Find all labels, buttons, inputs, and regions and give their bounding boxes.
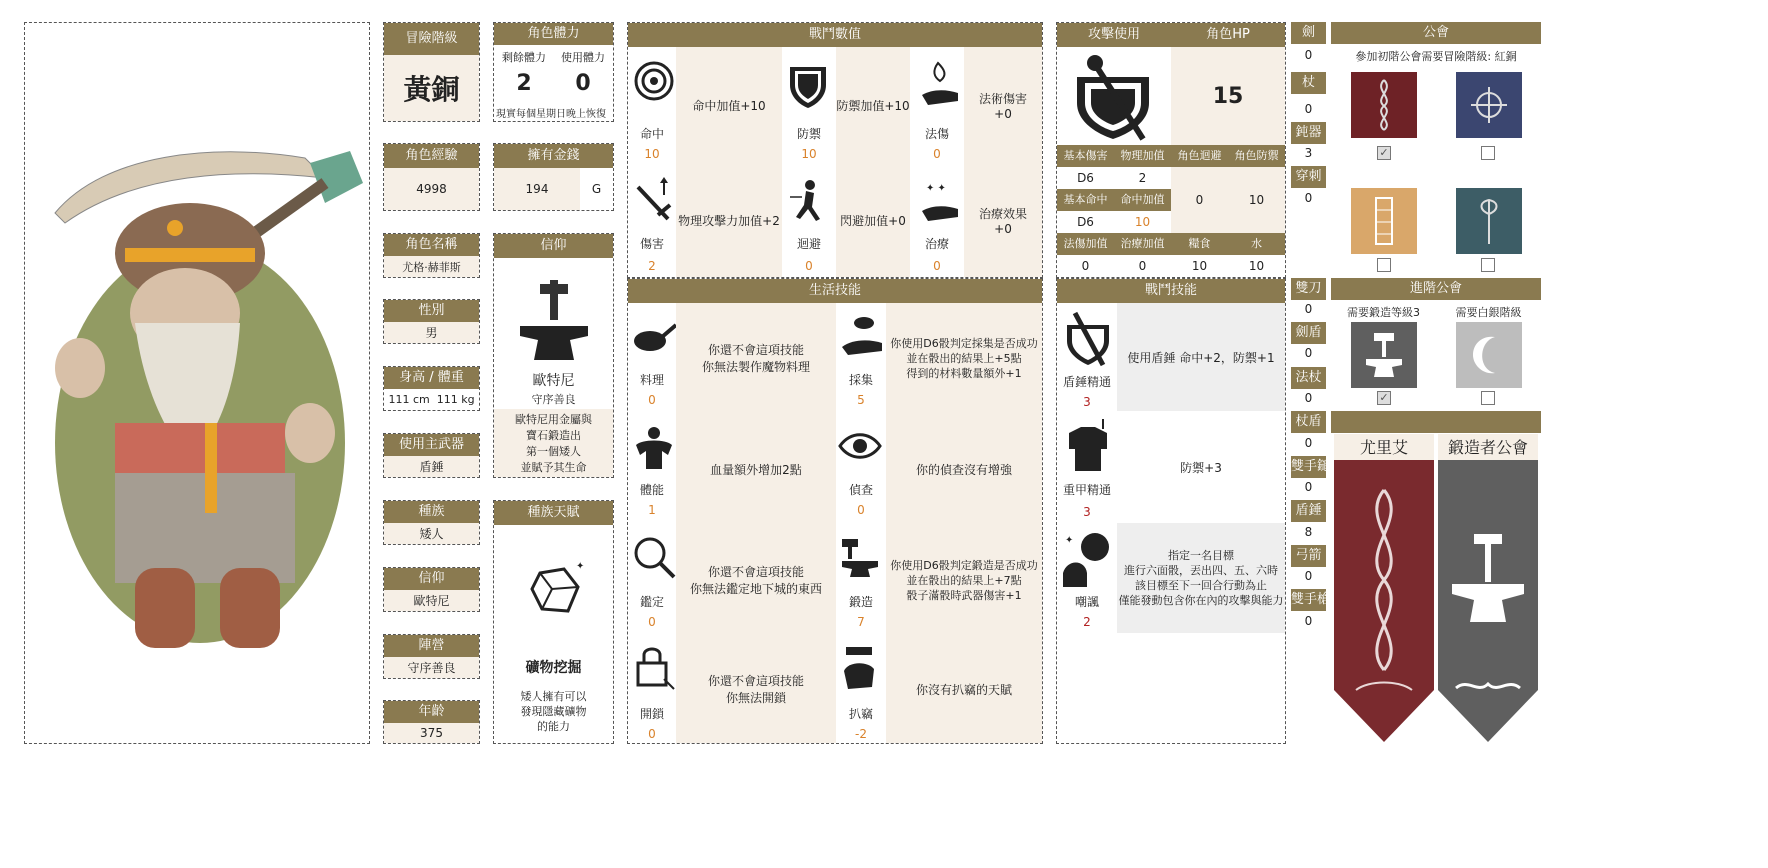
forge-desc [886, 525, 1042, 635]
battle-skill-2-desc [1117, 411, 1285, 523]
lock-value: 0 [648, 727, 656, 741]
gather-desc-line: 得到的材料數量額外+1 [906, 366, 1022, 380]
lock-name: 開鎖 [639, 707, 664, 721]
body-desc [676, 413, 836, 525]
guild-checkbox-red[interactable]: ✓ [1377, 146, 1391, 160]
heal-name: 治療 [924, 237, 949, 251]
magic-dmg-desc-line: 法術傷害 [978, 91, 1027, 106]
food-label: 糧食 [1171, 233, 1228, 255]
cook-desc-line: 你還不會這項技能 [707, 343, 804, 357]
life-skills-panel [627, 278, 1043, 744]
moon-icon [1469, 333, 1509, 377]
weapon-skill-label: 雙手鎚 [1291, 456, 1326, 478]
steal-name: 扒竊 [848, 707, 873, 721]
attack-use-label: 攻擊使用 [1057, 23, 1171, 47]
weapon-skill-value: 0 [1304, 102, 1313, 116]
weapon-skill-label: 雙刀 [1291, 278, 1326, 300]
detect-desc [886, 413, 1042, 525]
cook-desc [676, 303, 836, 413]
weapon-skill-value: 0 [1304, 480, 1313, 494]
sword-icon [632, 177, 676, 225]
phys-bonus-label: 物理加值 [1114, 145, 1171, 167]
battle-skill-1-value: 3 [1083, 395, 1091, 409]
weapon-skill-label: 杖 [1291, 72, 1326, 94]
stamina-remain-label: 剩餘體力 [502, 51, 546, 64]
guild-checkbox-blue[interactable] [1481, 146, 1495, 160]
adv-guild-emblem-moon[interactable] [1456, 322, 1522, 388]
def-label: 角色防禦 [1228, 145, 1285, 167]
racial-desc [494, 689, 613, 734]
racial-panel [493, 500, 614, 744]
faith-small-panel [383, 567, 480, 612]
weapon-skill-label: 弓箭 [1291, 545, 1326, 567]
magic-dmg-value: 0 [933, 147, 941, 161]
detect-value: 0 [857, 503, 865, 517]
size-panel [383, 366, 480, 411]
adv-guild-note-2: 需要白銀階級 [1455, 306, 1522, 319]
faith-small-value: 歐特尼 [384, 590, 479, 611]
svg-text:✦: ✦ [576, 561, 585, 572]
heal-desc-line: 治療效果 [978, 206, 1027, 221]
anvil-icon [516, 278, 592, 368]
battle-skill-3-value: 2 [1083, 615, 1091, 629]
guild-emblem-blue[interactable] [1456, 72, 1522, 138]
dwarf-portrait [25, 23, 369, 743]
banner-right-label: 鍛造者公會 [1438, 434, 1538, 462]
target-icon [634, 61, 674, 101]
adv-guild-label: 進階公會 [1331, 278, 1541, 300]
dodge-name: 迴避 [796, 237, 821, 251]
exp-panel [383, 143, 480, 211]
gather-name: 採集 [848, 373, 873, 387]
weapon-skill-label: 法杖 [1291, 367, 1326, 389]
phys-bonus-value: 2 [1138, 171, 1147, 185]
racial-name: 礦物挖掘 [525, 660, 582, 676]
def-name: 防禦 [796, 127, 821, 141]
life-skills-label: 生活技能 [628, 279, 1042, 303]
weapon-skill-value: 0 [1304, 569, 1313, 583]
dodge-value: 0 [805, 259, 813, 273]
weapon-skill-label: 劍盾 [1291, 322, 1326, 344]
steal-desc-line: 你沒有扒竊的天賦 [915, 682, 1012, 697]
guild-note: 參加初階公會需要冒險階級: 紅銅 [1355, 50, 1517, 63]
gender-panel [383, 299, 480, 344]
character-portrait-frame [24, 22, 370, 744]
hit-name: 命中 [639, 127, 664, 141]
base-dmg-label: 基本傷害 [1057, 145, 1114, 167]
battle-skill-3-desc [1117, 523, 1285, 633]
water-value: 10 [1248, 259, 1265, 273]
plant-icon [1474, 196, 1504, 246]
money-value: 194 [494, 168, 580, 210]
battle-skills-label: 戰鬥技能 [1057, 279, 1285, 303]
thief-icon [838, 645, 882, 691]
forge-value: 7 [857, 615, 865, 629]
magnifier-icon [632, 535, 676, 579]
battle-skill-2-desc-line: 防禦+3 [1180, 460, 1222, 475]
battle-skill-1-desc-line: 使用盾錘 命中+2，防禦+1 [1127, 350, 1275, 365]
shield-hammer-icon [1063, 311, 1113, 367]
faith-label: 信仰 [494, 234, 613, 258]
forge-hammer-icon [1362, 331, 1406, 379]
snowflake-icon [1469, 85, 1509, 125]
gather-icon [840, 311, 884, 357]
combat-stats-label: 戰鬥數值 [628, 23, 1042, 47]
cook-name: 料理 [639, 373, 664, 387]
weapon-skill-value: 8 [1304, 525, 1313, 539]
frying-pan-icon [632, 319, 676, 355]
adv-guild-checkbox-forge[interactable]: ✓ [1377, 391, 1391, 405]
lock-desc-line: 你無法開鎖 [725, 691, 786, 705]
weapon-skill-value: 0 [1304, 346, 1313, 360]
base-dmg-value: D6 [1077, 171, 1094, 185]
weapon-skill-value: 0 [1304, 48, 1313, 62]
guild-emblem-red[interactable] [1351, 72, 1417, 138]
heal-desc-line: +0 [994, 221, 1012, 236]
stamina-use: 0 [575, 71, 591, 96]
race-panel [383, 500, 480, 545]
gather-value: 5 [857, 393, 865, 407]
dodge-value-cell: 0 [1171, 167, 1228, 233]
armor-icon [1063, 419, 1113, 475]
forge-desc-line: 你使用D6骰判定鍛造是否成功 [890, 558, 1038, 572]
water-label: 水 [1228, 233, 1285, 255]
guild-label: 公會 [1331, 22, 1541, 44]
gender-value: 男 [384, 322, 479, 343]
knot-icon [1369, 78, 1399, 132]
red-banner [1334, 460, 1434, 744]
steal-value: -2 [855, 727, 867, 741]
shield-mace-icon [1071, 55, 1155, 141]
battle-skill-3-desc-line: 該目標至下一回合行動為止 [1135, 579, 1267, 592]
faith-desc-line: 並賦予其生命 [520, 461, 587, 474]
weapon-value: 盾錘 [384, 456, 479, 477]
appraise-name: 鑑定 [639, 595, 664, 609]
magic-bonus-label: 法傷加值 [1057, 233, 1114, 255]
gather-desc-line: 並在骰出的結果上+5點 [906, 351, 1022, 365]
weapon-skill-label: 雙手槍 [1291, 589, 1326, 611]
hit-bonus-label: 命中加值 [1114, 189, 1171, 211]
magic-bonus-value: 0 [1081, 259, 1090, 273]
lock-desc [676, 635, 836, 743]
battle-skill-3-desc-line: 指定一名目標 [1168, 549, 1234, 562]
forge-desc-line: 骰子滿骰時武器傷害+1 [906, 588, 1022, 602]
money-unit: G [591, 182, 602, 196]
battle-skill-3-name: 嘲諷 [1074, 595, 1099, 609]
exp-value: 4998 [384, 168, 479, 210]
racial-desc-line: 的能力 [537, 720, 570, 733]
faith-desc-line: 寶石鍛造出 [526, 429, 581, 442]
combat-stats-panel [627, 22, 1043, 278]
hp-label: 角色HP [1171, 23, 1285, 47]
weapon-skill-value: 0 [1304, 391, 1313, 405]
dmg-desc: 物理攻擊力加值+2 [676, 163, 782, 277]
pattern-icon [1374, 196, 1394, 246]
heal-bonus-value: 0 [1138, 259, 1147, 273]
adv-guild-emblem-forge[interactable] [1351, 322, 1417, 388]
base-hit-label: 基本命中 [1057, 189, 1114, 211]
detect-desc-line: 你的偵查沒有增強 [915, 462, 1012, 477]
forge-name: 鍛造 [848, 595, 873, 609]
cook-desc-line: 你無法製作魔物料理 [701, 360, 810, 374]
stamina-use-label: 使用體力 [561, 51, 605, 64]
appraise-desc-line: 你無法鑑定地下城的東西 [689, 582, 822, 596]
stamina-label: 角色體力 [494, 23, 613, 45]
magic-dmg-desc [964, 47, 1042, 163]
magic-dmg-desc-line: +0 [994, 106, 1012, 121]
faith-god: 歐特尼 [532, 373, 575, 389]
def-desc: 防禦加值+10 [836, 47, 910, 163]
alignment-panel [383, 634, 480, 679]
alignment-value: 守序善良 [384, 657, 479, 678]
forge-desc-line: 並在骰出的結果上+7點 [906, 573, 1022, 587]
hit-value: 10 [644, 147, 660, 161]
guild-checkbox-teal[interactable] [1481, 258, 1495, 272]
dmg-name: 傷害 [639, 237, 664, 251]
def-value-cell: 10 [1228, 167, 1285, 233]
gender-label: 性別 [384, 300, 479, 322]
alignment-label: 陣營 [384, 635, 479, 657]
faith-desc [494, 409, 613, 477]
dodge-desc: 閃避加值+0 [836, 163, 910, 277]
weapon-skill-value: 0 [1304, 614, 1313, 628]
guild-emblem-teal[interactable] [1456, 188, 1522, 254]
weapon-skill-label: 盾錘 [1291, 500, 1326, 522]
banner-left-label: 尤里艾 [1334, 434, 1434, 462]
age-value: 375 [384, 723, 479, 743]
dodge-label: 角色迴避 [1171, 145, 1228, 167]
stamina-panel [493, 22, 614, 122]
name-panel [383, 233, 480, 278]
heal-value: 0 [933, 259, 941, 273]
weapon-skill-label: 杖盾 [1291, 411, 1326, 433]
cook-value: 0 [648, 393, 656, 407]
heal-bonus-label: 治療加值 [1114, 233, 1171, 255]
appraise-value: 0 [648, 615, 656, 629]
magic-hand-icon [918, 59, 962, 109]
gem-icon [524, 559, 586, 621]
faith-small-label: 信仰 [384, 568, 479, 590]
steal-desc [886, 635, 1042, 743]
body-desc-line: 血量額外增加2點 [710, 462, 802, 477]
battle-skills-panel [1056, 278, 1286, 744]
stamina-note: 現實每個星期日晚上恢復 [496, 109, 606, 120]
size-value: 111 cm 111 kg [388, 393, 475, 406]
appraise-desc-line: 你還不會這項技能 [707, 565, 804, 579]
age-panel [383, 700, 480, 744]
name-label: 角色名稱 [384, 234, 479, 256]
adv-guild-checkbox-moon[interactable] [1481, 391, 1495, 405]
banner-top-bar [1331, 411, 1541, 433]
healing-hand-icon [918, 179, 962, 225]
name-value: 尤格·赫菲斯 [384, 256, 479, 277]
exp-label: 角色經驗 [384, 144, 479, 168]
grey-banner [1438, 460, 1538, 744]
race-value: 矮人 [384, 523, 479, 544]
racial-desc-line: 發現隱藏礦物 [520, 705, 587, 718]
battle-skill-1-desc [1117, 303, 1285, 411]
rank-panel [383, 22, 480, 122]
faith-alignment: 守序善良 [531, 393, 576, 406]
lock-icon [634, 645, 674, 691]
svg-text:✦: ✦ [1065, 535, 1074, 546]
lock-desc-line: 你還不會這項技能 [707, 674, 804, 688]
base-hit-value: D6 [1077, 215, 1094, 229]
food-value: 10 [1191, 259, 1208, 273]
faith-panel [493, 233, 614, 478]
running-man-icon [788, 179, 828, 225]
heal-desc [964, 163, 1042, 277]
rank-value: 黃銅 [384, 55, 479, 121]
rank-label: 冒險階級 [384, 23, 479, 55]
weapon-skill-value: 0 [1304, 302, 1313, 316]
size-label: 身高 / 體重 [384, 367, 479, 389]
guild-emblem-tan[interactable] [1351, 188, 1417, 254]
adv-guild-note-1: 需要鍛造等級3 [1347, 306, 1420, 319]
shield-icon [788, 63, 828, 109]
appraise-desc [676, 525, 836, 635]
faith-desc-line: 歐特尼用金屬與 [515, 413, 592, 426]
battle-skill-1-name: 盾錘精通 [1062, 375, 1111, 389]
dmg-value: 2 [648, 259, 656, 273]
hammer-anvil-icon [838, 535, 882, 579]
attack-panel [1056, 22, 1286, 278]
money-panel [493, 143, 614, 211]
racial-label: 種族天賦 [494, 501, 613, 525]
weapon-skill-value: 0 [1304, 191, 1313, 205]
guild-checkbox-tan[interactable] [1377, 258, 1391, 272]
hp-value: 15 [1171, 47, 1285, 145]
weapon-skill-label: 劍 [1291, 22, 1326, 44]
hit-bonus-value: 10 [1134, 215, 1151, 229]
taunt-mask-icon [1061, 529, 1115, 589]
money-label: 擁有金錢 [494, 144, 613, 168]
gather-desc [886, 303, 1042, 413]
svg-text:✦ ✦: ✦ ✦ [926, 183, 946, 194]
eye-icon [838, 429, 882, 463]
detect-name: 偵查 [848, 483, 873, 497]
battle-skill-2-value: 3 [1083, 505, 1091, 519]
body-value: 1 [648, 503, 656, 517]
weapon-skill-label: 穿刺 [1291, 166, 1326, 188]
weapon-skill-value: 3 [1304, 146, 1313, 160]
gather-desc-line: 你使用D6骰判定採集是否成功 [890, 336, 1038, 350]
muscle-icon [632, 425, 676, 471]
weapon-label: 使用主武器 [384, 434, 479, 456]
race-label: 種族 [384, 501, 479, 523]
battle-skill-2-name: 重甲精通 [1062, 483, 1111, 497]
battle-skill-3-desc-line: 僅能發動包含你在內的攻擊與能力 [1118, 594, 1284, 607]
hit-desc: 命中加值+10 [676, 47, 782, 163]
magic-dmg-name: 法傷 [924, 127, 949, 141]
racial-desc-line: 矮人擁有可以 [520, 690, 587, 703]
body-name: 體能 [639, 483, 664, 497]
def-value: 10 [801, 147, 817, 161]
age-label: 年齡 [384, 701, 479, 723]
stamina-remain: 2 [516, 71, 532, 96]
battle-skill-3-desc-line: 進行六面骰，丟出四、五、六時 [1124, 564, 1278, 577]
weapon-skill-value: 0 [1304, 436, 1313, 450]
faith-desc-line: 第一個矮人 [526, 445, 581, 458]
weapon-panel [383, 433, 480, 478]
weapon-skill-label: 鈍器 [1291, 122, 1326, 144]
